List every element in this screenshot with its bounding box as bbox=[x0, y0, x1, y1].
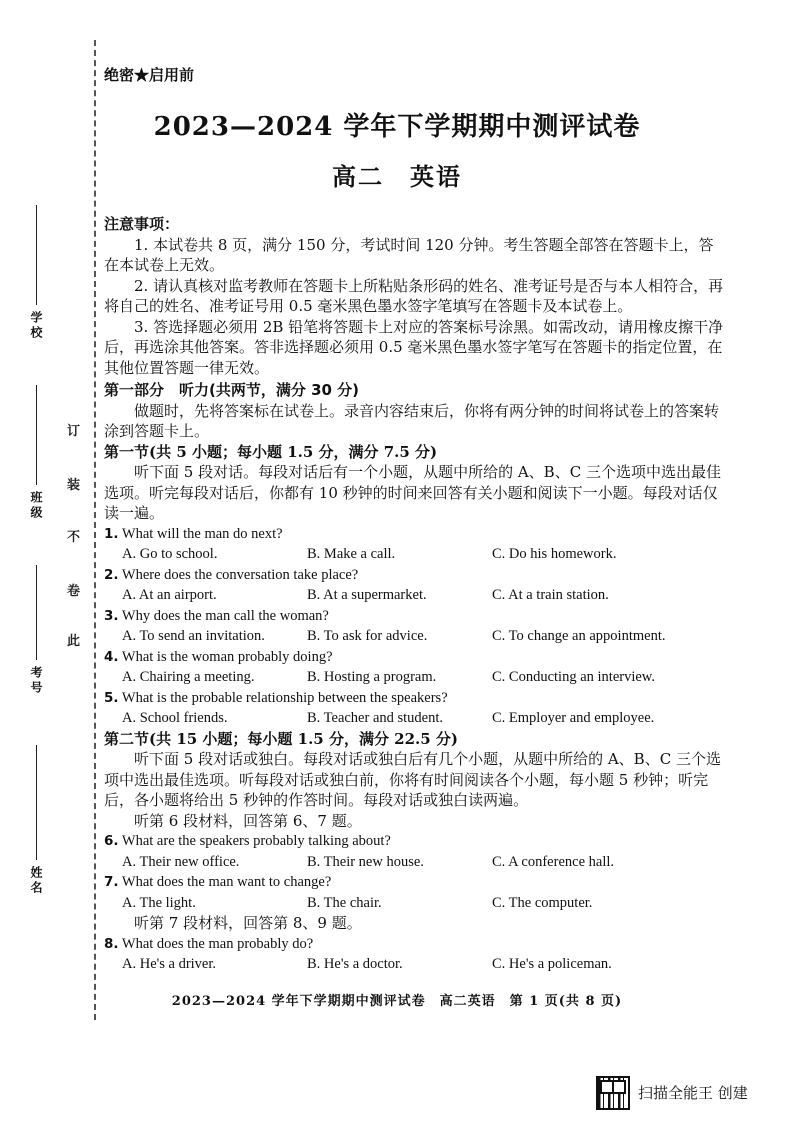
question-number: 2. bbox=[104, 566, 119, 583]
section1-heading: 第一节(共 5 小题；每小题 1.5 分，满分 7.5 分) bbox=[104, 442, 438, 461]
note-item: 1. 本试卷共 8 页，满分 150 分，考试时间 120 分钟。考生答题全部答在答题卡上，答在本试卷上无效。 bbox=[104, 235, 714, 274]
option-c: C. Employer and employee. bbox=[492, 710, 655, 726]
option-c: C. The computer. bbox=[492, 894, 593, 911]
field-label: 班级 bbox=[29, 491, 43, 521]
section2-heading: 第二节(共 15 小题；每小题 1.5 分，满分 22.5 分) bbox=[104, 729, 459, 748]
option-b: B. At a supermarket. bbox=[307, 587, 427, 603]
question-text: What is the woman probably doing? bbox=[121, 648, 333, 665]
option-b: B. Make a call. bbox=[307, 546, 396, 562]
option-c: C. Conducting an interview. bbox=[492, 669, 655, 685]
question-7 bbox=[104, 872, 724, 913]
option-c: C. He's a policeman. bbox=[492, 956, 612, 972]
question-number: 7. bbox=[104, 874, 119, 890]
question-number: 3. bbox=[104, 607, 119, 624]
question-number: 6. bbox=[104, 833, 119, 849]
question-6 bbox=[104, 831, 724, 872]
exam-number-blank[interactable] bbox=[36, 565, 37, 660]
option-b: B. Their new house. bbox=[307, 853, 424, 870]
option-a: A. Their new office. bbox=[122, 853, 240, 870]
question-number: 1. bbox=[104, 525, 119, 542]
note-item: 3. 答选择题必须用 2B 铅笔将答题卡上对应的答案标号涂黑。如需改动，请用橡皮擦干净后，再选涂其他答案。答非选择题必须用 0.5 毫米黑色墨水签字笔写在答题卡的指定位置，在其他位置答题一律无效。 bbox=[104, 317, 724, 377]
seal-char: 此 bbox=[67, 634, 81, 649]
material-note: 听第 6 段材料，回答第 6、7 题。 bbox=[134, 811, 362, 830]
page-footer: 2023—2024 学年下学期期中测评试卷 高二英语 第 1 页(共 8 页) bbox=[171, 994, 623, 1009]
question-number: 8. bbox=[104, 935, 119, 952]
seal-char: 订 bbox=[67, 424, 81, 439]
field-class bbox=[28, 385, 45, 521]
scanner-watermark: 扫描全能王 创建 bbox=[638, 1084, 748, 1102]
question-text: What will the man do next? bbox=[121, 525, 283, 542]
field-exam-number bbox=[28, 565, 45, 696]
field-school bbox=[28, 205, 45, 341]
confidential-label: 绝密★启用前 bbox=[104, 66, 195, 84]
seal-char: 卷 bbox=[67, 584, 81, 599]
field-name bbox=[28, 745, 45, 896]
seal-char: 装 bbox=[67, 478, 81, 493]
field-label: 学校 bbox=[29, 311, 43, 341]
section1-instruction: 听下面 5 段对话。每段对话后有一个小题，从题中所给的 A、B、C 三个选项中选出最佳选项。听完每段对话后，你都有 10 秒钟的时间来回答有关小题和阅读下一小题。每段对话仅读一遍。 bbox=[104, 463, 721, 522]
field-label: 考号 bbox=[29, 666, 43, 696]
option-b: B. Hosting a program. bbox=[307, 669, 437, 685]
option-c: C. A conference hall. bbox=[492, 853, 614, 870]
question-text: What is the probable relationship between the speakers? bbox=[121, 689, 448, 706]
note-item: 2. 请认真核对监考教师在答题卡上所粘贴条形码的姓名、准考证号是否与本人相符合，再将自己的姓名、准考证号用 0.5 毫米黑色墨水签字笔填写在答题卡及本试卷上。 bbox=[104, 276, 724, 315]
question-text: What are the speakers probably talking about? bbox=[121, 833, 391, 849]
option-a: A. Go to school. bbox=[122, 546, 218, 562]
option-c: C. To change an appointment. bbox=[492, 628, 666, 644]
material-note: 听第 7 段材料，回答第 8、9 题。 bbox=[134, 914, 362, 932]
question-number: 4. bbox=[104, 648, 119, 665]
option-a: A. Chairing a meeting. bbox=[122, 669, 255, 685]
part1-heading: 第一部分 听力(共两节，满分 30 分) bbox=[104, 381, 360, 399]
option-a: A. At an airport. bbox=[122, 587, 217, 603]
question-3 bbox=[104, 606, 724, 647]
question-number: 5. bbox=[104, 689, 119, 706]
option-a: A. The light. bbox=[122, 894, 196, 911]
option-a: A. He's a driver. bbox=[122, 956, 217, 972]
exam-content bbox=[104, 214, 724, 975]
option-b: B. To ask for advice. bbox=[307, 628, 428, 644]
part1-instruction: 做题时，先将答案标在试卷上。录音内容结束后，你将有两分钟的时间将试卷上的答案转涂到答题卡上。 bbox=[104, 401, 720, 440]
notes-heading: 注意事项： bbox=[104, 215, 180, 233]
school-blank[interactable] bbox=[36, 205, 37, 305]
question-text: What does the man probably do? bbox=[121, 935, 314, 952]
option-b: B. He's a doctor. bbox=[307, 956, 403, 972]
page-title: 2023—2024 学年下学期期中测评试卷 bbox=[153, 112, 641, 142]
option-c: C. At a train station. bbox=[492, 587, 609, 603]
option-b: B. The chair. bbox=[307, 894, 382, 911]
question-5 bbox=[104, 688, 724, 729]
question-text: Where does the conversation take place? bbox=[121, 566, 359, 583]
qr-code-icon bbox=[596, 1076, 630, 1110]
option-a: A. To send an invitation. bbox=[122, 628, 265, 644]
subject-title: 高二 英语 bbox=[332, 162, 462, 191]
class-blank[interactable] bbox=[36, 385, 37, 485]
section2-instruction: 听下面 5 段对话或独白。每段对话或独白后有几个小题，从题中所给的 A、B、C 三个选项中选出最佳选项。听每段对话或独白前，你将有时间阅读各个小题，每小题 5 秒钟；听完后，各小题将给出 5 秒钟的作答时间。每段对话或独白读两遍。 bbox=[104, 750, 721, 809]
question-8 bbox=[104, 934, 724, 975]
question-4 bbox=[104, 647, 724, 688]
name-blank[interactable] bbox=[36, 745, 37, 860]
question-2 bbox=[104, 565, 724, 606]
option-c: C. Do his homework. bbox=[492, 546, 617, 562]
seal-char: 不 bbox=[67, 530, 81, 545]
question-1 bbox=[104, 524, 724, 565]
question-text: Why does the man call the woman? bbox=[121, 607, 329, 624]
field-label: 姓名 bbox=[29, 866, 43, 896]
question-text: What does the man want to change? bbox=[121, 874, 332, 890]
option-a: A. School friends. bbox=[122, 710, 228, 726]
option-b: B. Teacher and student. bbox=[307, 710, 444, 726]
